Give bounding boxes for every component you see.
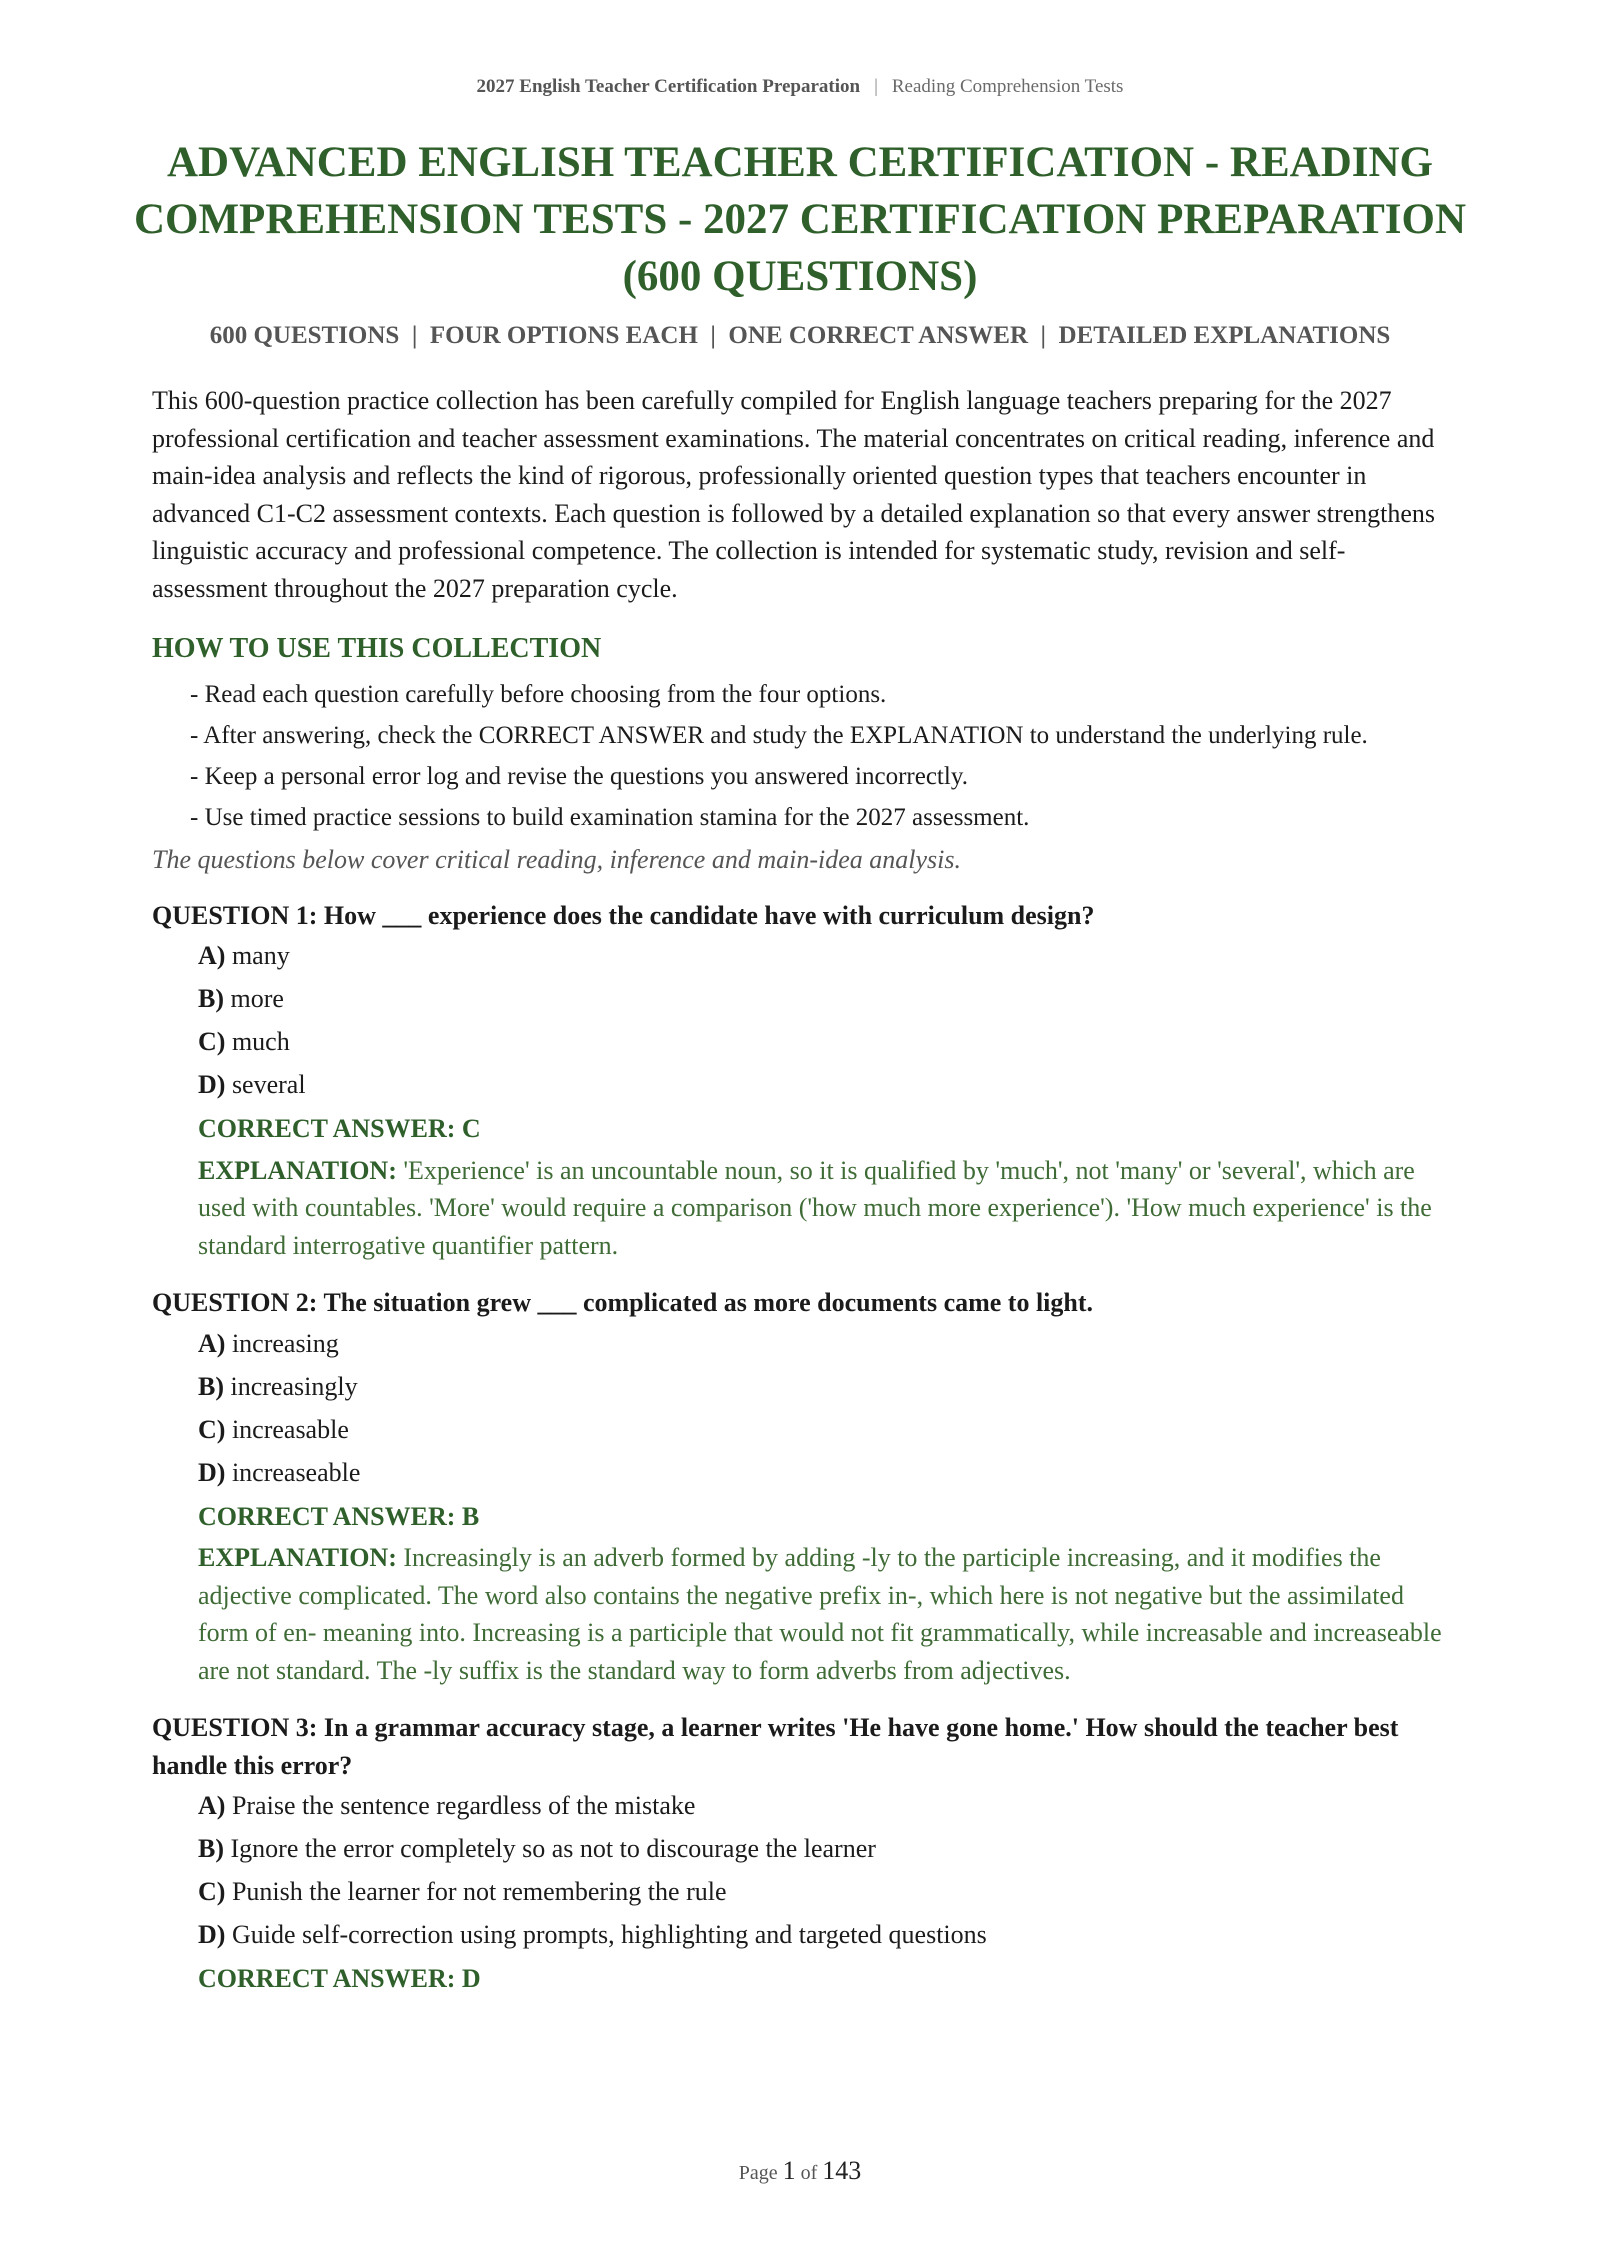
- explanation-text: 'Experience' is an uncountable noun, so it is qualified by 'much', not 'many' or 'several', which are used with countables. 'More' would require a comparison ('how much more experience'). 'How much experience' is the standard interrogative quantifier pattern.: [198, 1155, 1432, 1260]
- intro-paragraph: This 600-question practice collection has been carefully compiled for English language teachers preparing for the 2027 professional certification and teacher assessment examinations. The material concentrates on critical reading, inference and main-idea analysis and reflects the kind of rigorous, professionally oriented question types that teachers encounter in advanced C1-C2 assessment contexts. Each question is followed by a detailed explanation so that every answer strengthens linguistic accuracy and professional competence. The collection is intended for systematic study, revision and self-assessment throughout the 2027 preparation cycle.: [152, 386, 1436, 603]
- explanation-label: EXPLANATION:: [198, 1543, 397, 1572]
- option-text: increasingly: [230, 1371, 358, 1401]
- scope-note: The questions below cover critical reading, inference and main-idea analysis.: [152, 845, 961, 874]
- how-to-item: - Read each question carefully before choosing from the four options.: [190, 681, 887, 708]
- option-b: [198, 981, 1452, 1017]
- header-left: 2027 English Teacher Certification Preparation: [476, 76, 861, 97]
- option-b: [198, 1831, 1452, 1867]
- explanation: [198, 1152, 1452, 1265]
- how-to-item: - After answering, check the CORRECT ANSWER and study the EXPLANATION to understand the underlying rule.: [190, 722, 1368, 749]
- option-c: [198, 1412, 1452, 1448]
- document-body: [152, 382, 1452, 2018]
- option-d: [198, 1455, 1452, 1491]
- option-letter: B): [198, 984, 224, 1013]
- page-word: Page: [738, 2162, 778, 2184]
- correct-answer: CORRECT ANSWER: D: [198, 1964, 481, 1993]
- option-a: [198, 1788, 1452, 1824]
- question-text: QUESTION 2: The situation grew ___ complicated as more documents came to light.: [152, 1288, 1094, 1317]
- option-c: [198, 1874, 1452, 1910]
- option-c: [198, 1024, 1452, 1060]
- option-text: much: [231, 1027, 290, 1056]
- option-letter: C): [198, 1877, 226, 1906]
- option-b: [198, 1369, 1452, 1405]
- option-letter: D): [198, 1070, 226, 1099]
- option-letter: C): [198, 1027, 226, 1056]
- page-total: 143: [822, 2156, 862, 2185]
- option-text: Punish the learner for not remembering the rule: [231, 1877, 727, 1906]
- option-letter: A): [198, 1791, 226, 1820]
- option-letter: B): [198, 1834, 224, 1863]
- document-title: ADVANCED ENGLISH TEACHER CERTIFICATION - READING COMPREHENSION TESTS - 2027 CERTIFICATION PREPARATION (600 QUESTIONS): [133, 139, 1467, 300]
- question-2: [152, 1284, 1452, 1689]
- how-to-heading: HOW TO USE THIS COLLECTION: [152, 633, 602, 664]
- question-3: [152, 1709, 1452, 1998]
- running-header: [0, 76, 1600, 98]
- option-text: more: [230, 984, 284, 1013]
- question-text: QUESTION 1: How ___ experience does the candidate have with curriculum design?: [152, 900, 1095, 930]
- option-letter: D): [198, 1457, 226, 1487]
- how-to-item: - Keep a personal error log and revise the questions you answered incorrectly.: [190, 763, 968, 790]
- question-1: [152, 897, 1452, 1265]
- option-letter: D): [198, 1920, 226, 1949]
- page-number: 1: [782, 2156, 796, 2185]
- of-word: of: [800, 2162, 818, 2184]
- correct-answer: CORRECT ANSWER: B: [198, 1501, 480, 1531]
- explanation-text: Increasingly is an adverb formed by adding -ly to the participle increasing, and it modifies the adjective complicated. The word also contains the negative prefix in-, which here is not negative but the assimilated form of en- meaning into. Increasing is a participle that would not fit grammatically, while increasable and increaseable are not standard. The -ly suffix is the standard way to form adverbs from adjectives.: [198, 1543, 1442, 1685]
- explanation: [198, 1539, 1452, 1689]
- option-text: increasable: [231, 1414, 349, 1444]
- option-text: several: [231, 1070, 306, 1099]
- header-right: Reading Comprehension Tests: [891, 76, 1124, 97]
- option-a: [198, 938, 1452, 974]
- option-text: Ignore the error completely so as not to discourage the learner: [230, 1834, 876, 1863]
- option-text: increasing: [231, 1328, 339, 1358]
- how-to-list: [152, 677, 1452, 836]
- options-list: [152, 1326, 1452, 1491]
- option-text: increaseable: [231, 1457, 361, 1487]
- option-letter: A): [198, 941, 226, 970]
- question-text: QUESTION 3: In a grammar accuracy stage, a learner writes 'He have gone home.' How should the teacher best handle this error?: [152, 1713, 1399, 1780]
- correct-answer: CORRECT ANSWER: C: [198, 1114, 481, 1143]
- options-list: [152, 1788, 1452, 1953]
- option-a: [198, 1326, 1452, 1362]
- header-separator: |: [874, 76, 878, 97]
- document-subtitle: 600 QUESTIONS | FOUR OPTIONS EACH | ONE CORRECT ANSWER | DETAILED EXPLANATIONS: [209, 322, 1391, 349]
- option-text: Praise the sentence regardless of the mistake: [231, 1791, 696, 1820]
- option-letter: C): [198, 1414, 226, 1444]
- option-d: [198, 1067, 1452, 1103]
- explanation-label: EXPLANATION:: [198, 1155, 397, 1185]
- option-letter: A): [198, 1328, 226, 1358]
- option-d: [198, 1917, 1452, 1953]
- option-text: Guide self-correction using prompts, highlighting and targeted questions: [231, 1920, 987, 1949]
- how-to-item: - Use timed practice sessions to build examination stamina for the 2027 assessment.: [190, 804, 1030, 831]
- option-text: many: [231, 941, 290, 970]
- options-list: [152, 938, 1452, 1103]
- option-letter: B): [198, 1371, 224, 1401]
- page-footer: [0, 2156, 1600, 2186]
